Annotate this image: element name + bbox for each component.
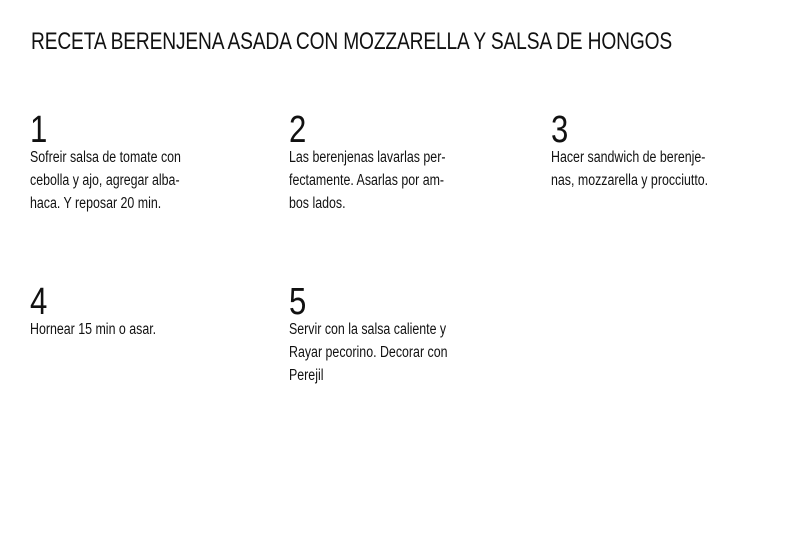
step-line: Hacer sandwich de berenje- (551, 149, 706, 166)
step-description (551, 146, 751, 192)
step-line: Perejil (289, 367, 324, 384)
step-5 (289, 281, 529, 387)
recipe-title: RECETA BERENJENA ASADA CON MOZZARELLA Y SALSA DE HONGOS (31, 28, 673, 55)
step-line: Las berenjenas lavarlas per- (289, 149, 446, 166)
step-line: nas, mozzarella y procciutto. (551, 172, 709, 189)
step-line: haca. Y reposar 20 min. (30, 195, 162, 212)
step-line: bos lados. (289, 195, 346, 212)
step-number: 1 (30, 109, 48, 151)
step-line: fectamente. Asarlas por am- (289, 172, 445, 189)
step-line: Hornear 15 min o asar. (30, 321, 157, 338)
step-line: Sofreir salsa de tomate con (30, 149, 181, 166)
step-description (30, 146, 230, 215)
step-4 (30, 281, 270, 341)
step-description (289, 318, 489, 387)
step-line: Servir con la salsa caliente y (289, 321, 447, 338)
step-1 (30, 109, 270, 215)
step-number: 4 (30, 281, 48, 323)
step-number: 2 (289, 109, 307, 151)
step-description (30, 318, 230, 341)
step-line: cebolla y ajo, agregar alba- (30, 172, 180, 189)
step-3 (551, 109, 791, 192)
step-2 (289, 109, 529, 215)
step-number: 5 (289, 281, 307, 323)
step-description (289, 146, 489, 215)
step-line: Rayar pecorino. Decorar con (289, 344, 448, 361)
step-number: 3 (551, 109, 569, 151)
